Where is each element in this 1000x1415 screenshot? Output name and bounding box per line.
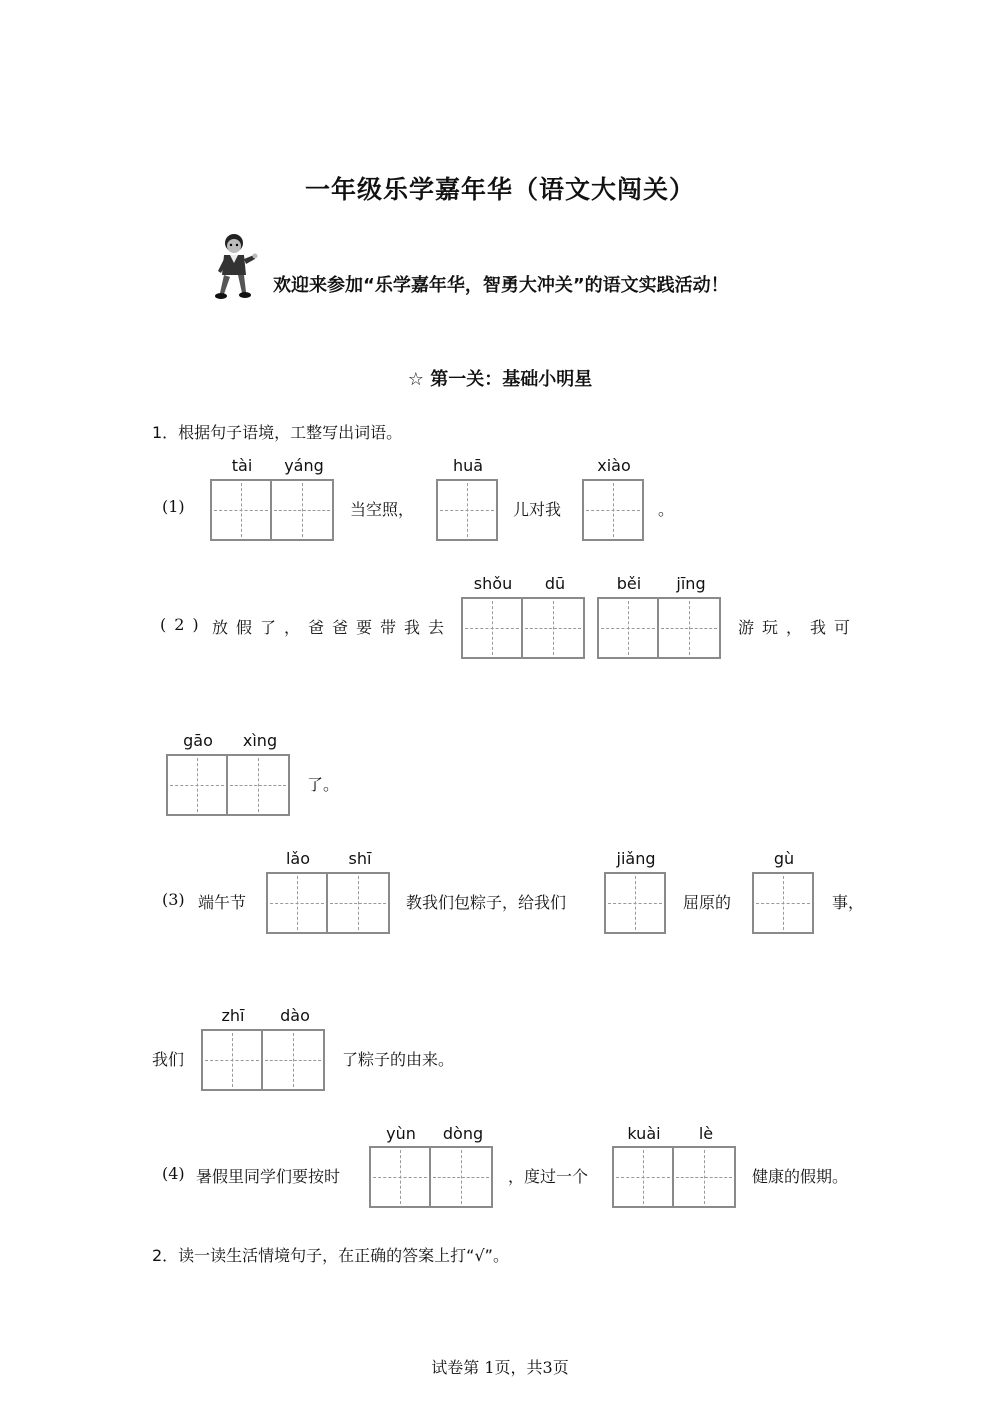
writing-box[interactable]	[523, 597, 585, 659]
pinyin: dào	[280, 1006, 310, 1025]
question-1-prompt: 1．根据句子语境，工整写出词语。	[152, 423, 403, 442]
writing-box[interactable]	[659, 597, 721, 659]
pinyin: gù	[773, 849, 795, 868]
writing-box[interactable]	[210, 479, 272, 541]
pinyin: shī	[348, 849, 372, 868]
section-heading: ☆ 第一关：基础小明星	[407, 369, 593, 390]
sentence-text: 当空照，	[350, 500, 415, 519]
pinyin: gāo	[183, 731, 213, 750]
page-title: 一年级乐学嘉年华（语文大闯关）	[304, 175, 695, 204]
pinyin: huā	[452, 456, 484, 475]
sentence-text: 端午节	[198, 893, 247, 912]
pinyin: lè	[698, 1124, 714, 1143]
pinyin: zhī	[221, 1006, 245, 1025]
sentence-text: 教我们包粽子，给我们	[406, 893, 567, 912]
sentence-text: 屈原的	[683, 893, 732, 912]
writing-box[interactable]	[674, 1146, 736, 1208]
sentence-text: 了。	[307, 775, 340, 794]
pinyin: kuài	[627, 1124, 661, 1143]
sentence-text: 放假了，爸爸要带我去	[212, 618, 453, 637]
writing-box[interactable]	[461, 597, 523, 659]
writing-box[interactable]	[263, 1029, 325, 1091]
writing-box[interactable]	[612, 1146, 674, 1208]
pinyin: yùn	[386, 1124, 416, 1143]
item-4-number: (4)	[162, 1164, 185, 1183]
writing-box[interactable]	[582, 479, 644, 541]
writing-box[interactable]	[597, 597, 659, 659]
pinyin: dū	[544, 574, 566, 593]
writing-box[interactable]	[166, 754, 228, 816]
pinyin: jīng	[676, 574, 706, 593]
sentence-text: 。	[658, 500, 675, 519]
pinyin: dòng	[442, 1124, 484, 1143]
sentence-text: 游玩，我可	[738, 618, 859, 637]
writing-box[interactable]	[431, 1146, 493, 1208]
sentence-text: 健康的假期。	[752, 1167, 849, 1186]
writing-box[interactable]	[752, 872, 814, 934]
writing-box[interactable]	[201, 1029, 263, 1091]
writing-box[interactable]	[328, 872, 390, 934]
pinyin: lǎo	[285, 849, 311, 868]
pinyin: tài	[231, 456, 253, 475]
pinyin: běi	[616, 574, 642, 593]
page-footer: 试卷第 1页，共3页	[431, 1358, 569, 1377]
sentence-text: 儿对我	[513, 500, 562, 519]
pinyin: xiào	[597, 456, 631, 475]
writing-box[interactable]	[266, 872, 328, 934]
pinyin: xìng	[242, 731, 278, 750]
item-1-number: (1)	[162, 497, 185, 516]
pinyin: yáng	[284, 456, 324, 475]
sentence-text: ，度过一个	[508, 1167, 589, 1186]
question-2-prompt: 2．读一读生活情境句子，在正确的答案上打“√”。	[152, 1246, 509, 1265]
writing-box[interactable]	[272, 479, 334, 541]
writing-box[interactable]	[436, 479, 498, 541]
boy-cartoon-icon	[212, 233, 258, 303]
item-2-number: (2)	[160, 615, 207, 634]
writing-box[interactable]	[604, 872, 666, 934]
sentence-text: 暑假里同学们要按时	[196, 1167, 341, 1186]
sentence-text: 了粽子的由来。	[342, 1050, 455, 1069]
writing-box[interactable]	[369, 1146, 431, 1208]
item-3-number: (3)	[162, 890, 185, 909]
pinyin: jiǎng	[616, 849, 656, 868]
pinyin: shǒu	[473, 574, 513, 593]
sentence-text: 事，	[832, 893, 865, 912]
welcome-text: 欢迎来参加“乐学嘉年华，智勇大冲关”的语文实践活动！	[273, 275, 729, 296]
writing-box[interactable]	[228, 754, 290, 816]
sentence-text: 我们	[152, 1050, 185, 1069]
